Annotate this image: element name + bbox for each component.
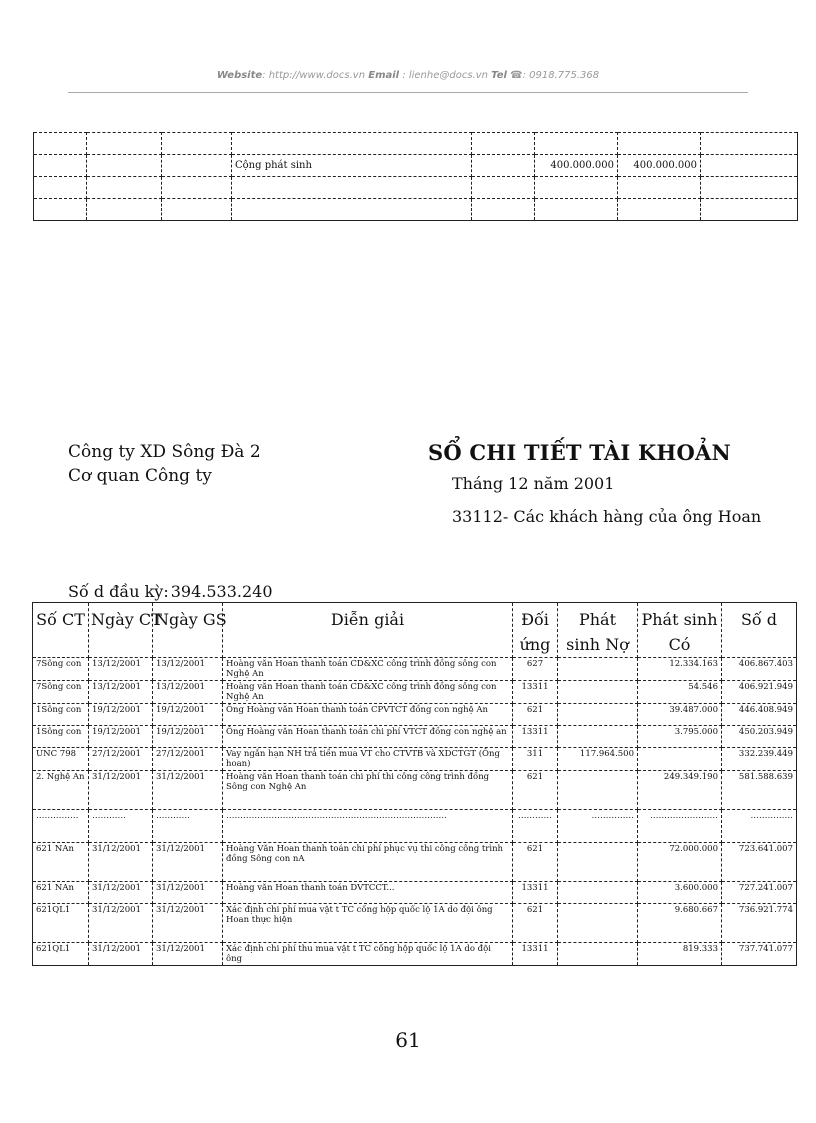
cell-ps-no (558, 843, 638, 882)
cell-ngay-ct: 27/12/2001 (89, 748, 153, 771)
cell-so-ct: 621QL1 (33, 943, 89, 966)
cell-so-du: 736.921.774 (722, 904, 797, 943)
ledger-row (33, 810, 797, 843)
cell-doi-ung: 621 (513, 843, 558, 882)
website-label: Website (216, 70, 263, 81)
cell (472, 133, 535, 155)
cell (535, 133, 618, 155)
company-unit: Cơ quan Công ty (68, 466, 212, 486)
cell-ngay-ct: 31/12/2001 (89, 943, 153, 966)
cell-doi-ung: 621 (513, 704, 558, 726)
ledger-row (33, 882, 797, 904)
cell-doi-ung: 621 (513, 771, 558, 810)
cell-ps-co: …………………… (638, 810, 722, 843)
cell-ps-co: 3.795.000 (638, 726, 722, 748)
cell-so-ct: …………… (33, 810, 89, 843)
cell-ngay-ct: 31/12/2001 (89, 882, 153, 904)
cell-ps-co: 54.546 (638, 681, 722, 704)
cell-ps-no (558, 904, 638, 943)
email-value[interactable]: : lienhe@docs.vn (402, 70, 488, 81)
cell-ps-co: 39.487.000 (638, 704, 722, 726)
cell-ngay-ct: 31/12/2001 (89, 771, 153, 810)
cell-doi-ung: 13311 (513, 681, 558, 704)
opening-balance-label: Số d đầu kỳ: (68, 582, 169, 601)
page-number: 61 (395, 1028, 421, 1052)
col-so-du: Số d (722, 603, 797, 658)
cell (162, 177, 232, 199)
cell-so-du: …………… (722, 810, 797, 843)
cell-dien-giai: Vay ngắn hạn NH trả tiền mua VT cho CTVTB và XDCTGT (Ông hoan) (223, 748, 513, 771)
cell-so-ct: 1Sông con (33, 704, 89, 726)
cell-ps-co: 3.600.000 (638, 882, 722, 904)
cell-doi-ung: 13311 (513, 943, 558, 966)
cell-so-ct: 7Sông con (33, 681, 89, 704)
tel-label: Tel (491, 70, 507, 81)
cell-ngay-gs: ………… (153, 810, 223, 843)
cell (701, 133, 798, 155)
cell-so-ct: 621 NAn (33, 843, 89, 882)
col-ngay-gs: Ngày GS (153, 603, 223, 658)
cell-ps-no (558, 704, 638, 726)
cell-ngay-ct: 19/12/2001 (89, 726, 153, 748)
cell-so-ct: 621QL1 (33, 904, 89, 943)
cell-so-ct: 7Sông con (33, 658, 89, 681)
cell-ps-co: 249.349.190 (638, 771, 722, 810)
cell-ngay-gs: 31/12/2001 (153, 943, 223, 966)
cell-so-ct: 2. Nghệ An (33, 771, 89, 810)
cell-ngay-ct: 31/12/2001 (89, 843, 153, 882)
cell (87, 199, 162, 221)
cell-so-du: 446.408.949 (722, 704, 797, 726)
ledger-row (33, 704, 797, 726)
cell (162, 199, 232, 221)
header-divider (68, 92, 748, 93)
cell-dien-giai: Xác định chi phí mua vật t TC cống hộp quốc lộ 1A do đội ông Hoan thực hiện (223, 904, 513, 943)
cell (535, 177, 618, 199)
cell (87, 177, 162, 199)
cell-so-du: 737.741.077 (722, 943, 797, 966)
cell-so-du: 723.641.007 (722, 843, 797, 882)
cell (701, 177, 798, 199)
cell (34, 155, 87, 177)
website-url[interactable]: : http://www.docs.vn (262, 70, 366, 81)
cell-ngay-ct: ………… (89, 810, 153, 843)
cell (618, 177, 701, 199)
cell-ps-co: 72.000.000 (638, 843, 722, 882)
cell-dien-giai: Hoàng văn Hoan thanh toán CD&XC công trình đồng sông con Nghệ An (223, 681, 513, 704)
cell-ps-no (558, 771, 638, 810)
company-block (68, 440, 261, 488)
cell (87, 155, 162, 177)
cell (701, 199, 798, 221)
cell-so-ct: 1Sông con (33, 726, 89, 748)
cell-dien-giai: Ông Hoàng văn Hoan thanh toán chi phí VTCT đồng con nghệ an (223, 726, 513, 748)
ledger-row (33, 771, 797, 810)
cell-ngay-gs: 13/12/2001 (153, 681, 223, 704)
cell-so-du: 727.241.007 (722, 882, 797, 904)
cell-ps-no (558, 726, 638, 748)
cell (472, 177, 535, 199)
cell-ps-no (558, 943, 638, 966)
cell-ngay-ct: 19/12/2001 (89, 704, 153, 726)
cell-ngay-gs: 31/12/2001 (153, 904, 223, 943)
cell-ps-no (558, 658, 638, 681)
report-title: SỔ CHI TIẾT TÀI KHOẢN (428, 440, 731, 465)
page-header (0, 70, 816, 81)
cell-ps-co (638, 748, 722, 771)
cell-so-du: 406.867.403 (722, 658, 797, 681)
opening-balance (68, 582, 273, 601)
cell-dien-giai: …………………………………………………………………… (223, 810, 513, 843)
cell-ngay-ct: 13/12/2001 (89, 681, 153, 704)
report-account: 33112- Các khách hàng của ông Hoan (452, 507, 762, 526)
cell-dien-giai: Hoàng văn Hoan thanh toán DVTCCT... (223, 882, 513, 904)
cell-ngay-gs: 31/12/2001 (153, 771, 223, 810)
cell-ps-no (558, 882, 638, 904)
totals-debit: 400.000.000 (535, 155, 618, 177)
totals-credit: 400.000.000 (618, 155, 701, 177)
col-ngay-ct: Ngày CT (89, 603, 153, 658)
cell-so-du: 450.203.949 (722, 726, 797, 748)
cell (232, 133, 472, 155)
cell-doi-ung: ………… (513, 810, 558, 843)
ledger-row (33, 681, 797, 704)
cell-ps-co: 819.333 (638, 943, 722, 966)
cell-dien-giai: Hoàng văn Hoan thanh toán chi phí thi công công trình đồng Sông con Nghệ An (223, 771, 513, 810)
cell-doi-ung: 621 (513, 904, 558, 943)
cell-ngay-gs: 13/12/2001 (153, 658, 223, 681)
cell-ps-no: …………… (558, 810, 638, 843)
cell (232, 199, 472, 221)
cell (472, 155, 535, 177)
totals-table (33, 132, 798, 221)
cell-ngay-ct: 31/12/2001 (89, 904, 153, 943)
cell-doi-ung: 13311 (513, 726, 558, 748)
cell (162, 155, 232, 177)
report-period: Tháng 12 năm 2001 (452, 474, 615, 493)
cell-ps-no: 117.964.500 (558, 748, 638, 771)
cell-dien-giai: Hoàng văn Hoan thanh toán CD&XC công trình đồng sông con Nghệ An (223, 658, 513, 681)
cell-dien-giai: Ông Hoàng văn Hoan thanh toán CPVTCT đồng con nghệ An (223, 704, 513, 726)
cell (618, 133, 701, 155)
col-dien-giai: Diễn giải (223, 603, 513, 658)
cell-ps-co: 12.334.163 (638, 658, 722, 681)
opening-balance-value: 394.533.240 (170, 582, 273, 601)
cell (232, 177, 472, 199)
cell-so-du: 406.921.949 (722, 681, 797, 704)
ledger-row (33, 904, 797, 943)
cell-ngay-gs: 31/12/2001 (153, 843, 223, 882)
cell (162, 133, 232, 155)
cell-ps-co: 9.680.667 (638, 904, 722, 943)
cell-dien-giai: Xác định chi phí thu mua vật t TC cống hộp quốc lộ 1A do đội ông (223, 943, 513, 966)
cell (34, 133, 87, 155)
totals-label: Cộng phát sinh (232, 155, 472, 177)
col-ps-no: Phát sinh Nợ (558, 603, 638, 658)
cell (34, 177, 87, 199)
cell-so-ct: 621 NAn (33, 882, 89, 904)
tel-value: ☎: 0918.775.368 (510, 70, 600, 81)
cell-so-du: 332.239.449 (722, 748, 797, 771)
cell (472, 199, 535, 221)
col-doi-ung: Đối ứng (513, 603, 558, 658)
cell (701, 155, 798, 177)
email-label: Email (368, 70, 400, 81)
cell (618, 199, 701, 221)
cell-so-ct: UNC 798 (33, 748, 89, 771)
cell-dien-giai: Hoàng Văn Hoan thanh toán chi phí phục vụ thi công công trình đồng Sông con nA (223, 843, 513, 882)
ledger-row (33, 843, 797, 882)
ledger-table (32, 602, 797, 966)
ledger-header-row (33, 603, 797, 658)
col-so-ct: Số CT (33, 603, 89, 658)
ledger-row (33, 658, 797, 681)
cell (535, 199, 618, 221)
cell (34, 199, 87, 221)
cell-so-du: 581.588.639 (722, 771, 797, 810)
cell-doi-ung: 627 (513, 658, 558, 681)
company-name: Công ty XD Sông Đà 2 (68, 442, 261, 462)
cell-ngay-gs: 19/12/2001 (153, 704, 223, 726)
cell (87, 133, 162, 155)
cell-ngay-gs: 31/12/2001 (153, 882, 223, 904)
ledger-row (33, 943, 797, 966)
cell-ps-no (558, 681, 638, 704)
cell-ngay-gs: 27/12/2001 (153, 748, 223, 771)
cell-ngay-ct: 13/12/2001 (89, 658, 153, 681)
ledger-row (33, 726, 797, 748)
cell-doi-ung: 311 (513, 748, 558, 771)
cell-doi-ung: 13311 (513, 882, 558, 904)
col-ps-co: Phát sinh Có (638, 603, 722, 658)
cell-ngay-gs: 19/12/2001 (153, 726, 223, 748)
ledger-row (33, 748, 797, 771)
